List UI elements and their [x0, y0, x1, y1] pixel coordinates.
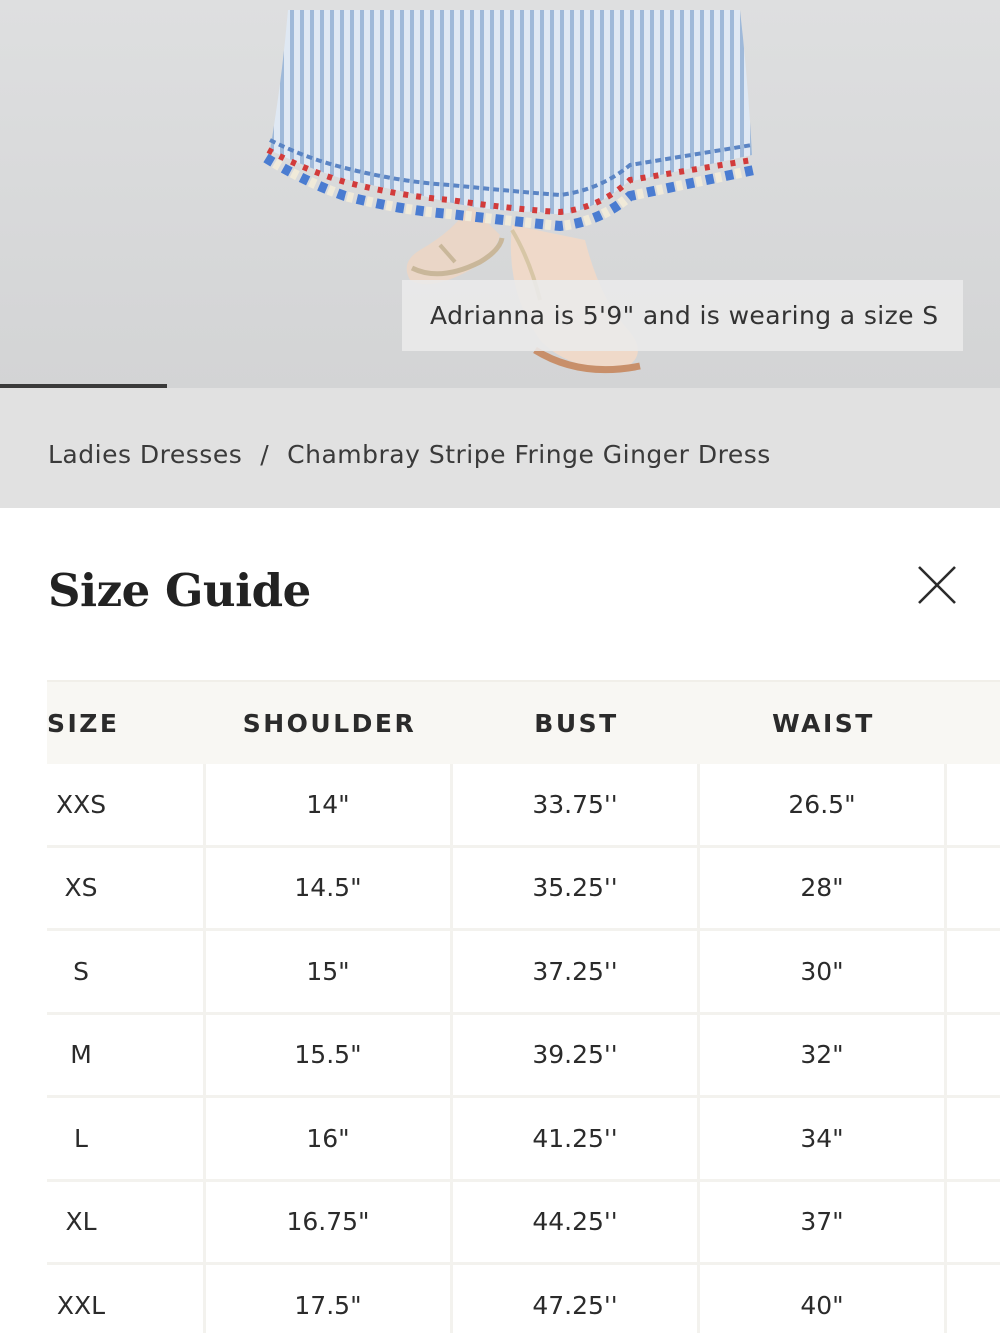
size-chart-table	[47, 680, 1000, 1333]
overflow-cell	[947, 931, 1000, 1012]
bust-cell: 33.75''	[453, 764, 700, 845]
bust-cell: 35.25''	[453, 848, 700, 929]
overflow-cell	[947, 1098, 1000, 1179]
waist-cell: 40"	[700, 1265, 947, 1333]
close-button[interactable]	[912, 560, 962, 610]
shoulder-cell: 17.5"	[206, 1265, 453, 1333]
column-header-waist: WAIST	[772, 708, 875, 738]
column-header-shoulder: SHOULDER	[242, 708, 417, 738]
table-header-row	[47, 680, 1000, 764]
size-guide-title: Size Guide	[48, 564, 311, 617]
table-row	[47, 1265, 1000, 1333]
size-guide-modal	[0, 508, 1000, 1333]
size-cell: XXS	[47, 764, 206, 845]
table-row	[47, 1182, 1000, 1266]
breadcrumb-separator: /	[260, 440, 270, 469]
model-caption	[402, 280, 963, 351]
shoulder-cell: 15"	[206, 931, 453, 1012]
overflow-cell	[947, 1265, 1000, 1333]
model-caption-text: Adrianna is 5'9" and is wearing a size S	[430, 301, 939, 330]
breadcrumb-link-category[interactable]: Ladies Dresses	[48, 440, 243, 469]
shoulder-cell: 16"	[206, 1098, 453, 1179]
waist-cell: 26.5"	[700, 764, 947, 845]
size-cell: XL	[47, 1182, 206, 1263]
size-cell: XXL	[47, 1265, 206, 1333]
waist-cell: 30"	[700, 931, 947, 1012]
table-row	[47, 848, 1000, 932]
column-header-overflow	[947, 682, 1000, 764]
shoulder-cell: 16.75"	[206, 1182, 453, 1263]
size-cell: XS	[47, 848, 206, 929]
bust-cell: 41.25''	[453, 1098, 700, 1179]
column-header-bust: BUST	[534, 708, 619, 738]
breadcrumb	[48, 440, 771, 469]
waist-cell: 37"	[700, 1182, 947, 1263]
table-row	[47, 764, 1000, 848]
overflow-cell	[947, 1015, 1000, 1096]
overflow-cell	[947, 848, 1000, 929]
product-image-area[interactable]	[0, 0, 1000, 388]
bust-cell: 47.25''	[453, 1265, 700, 1333]
overflow-cell	[947, 1182, 1000, 1263]
size-cell: L	[47, 1098, 206, 1179]
close-icon	[912, 560, 962, 610]
overflow-cell	[947, 764, 1000, 845]
size-cell: M	[47, 1015, 206, 1096]
shoulder-cell: 14.5"	[206, 848, 453, 929]
breadcrumb-current-product: Chambray Stripe Fringe Ginger Dress	[287, 440, 771, 469]
bust-cell: 44.25''	[453, 1182, 700, 1263]
size-cell: S	[47, 931, 206, 1012]
breadcrumb-band	[0, 388, 1000, 508]
table-row	[47, 931, 1000, 1015]
table-row	[47, 1098, 1000, 1182]
waist-cell: 28"	[700, 848, 947, 929]
column-header-size: SIZE	[47, 708, 120, 738]
shoulder-cell: 14"	[206, 764, 453, 845]
waist-cell: 34"	[700, 1098, 947, 1179]
bust-cell: 39.25''	[453, 1015, 700, 1096]
table-row	[47, 1015, 1000, 1099]
waist-cell: 32"	[700, 1015, 947, 1096]
bust-cell: 37.25''	[453, 931, 700, 1012]
shoulder-cell: 15.5"	[206, 1015, 453, 1096]
